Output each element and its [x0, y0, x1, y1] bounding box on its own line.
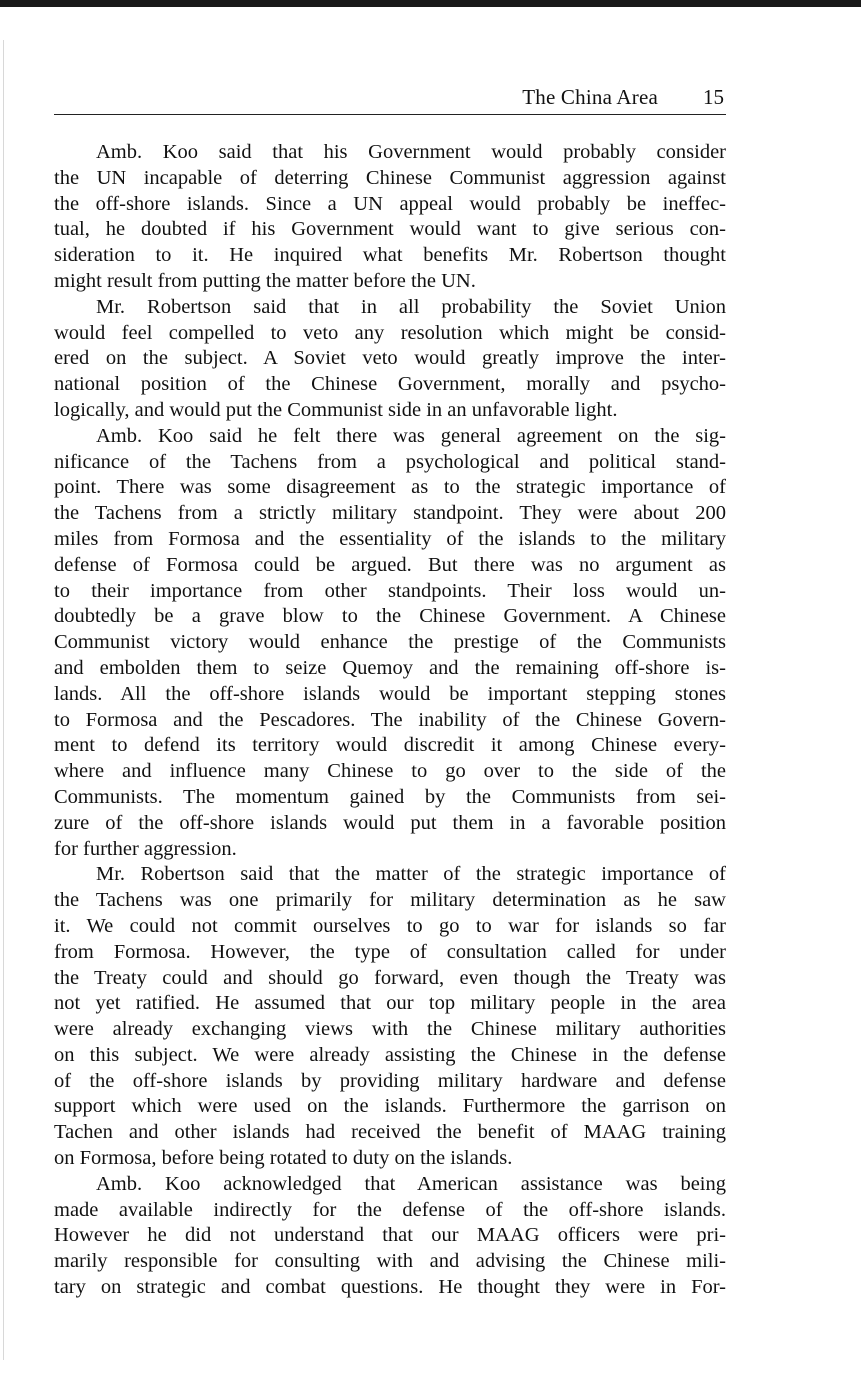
text-line: it. We could not commit ourselves to go to war for islands so far: [54, 914, 726, 937]
text-line: on Formosa, before being rotated to duty on the islands.: [54, 1147, 513, 1170]
paragraph: [54, 295, 726, 424]
top-scan-border: [0, 0, 861, 7]
text-line: point. There was some disagreement as to the strategic importance of: [54, 476, 726, 499]
text-line: of the off-shore islands by providing military hardware and defense: [54, 1069, 726, 1092]
text-line: miles from Formosa and the essentiality of the islands to the military: [54, 527, 726, 550]
text-line: ered on the subject. A Soviet veto would greatly improve the inter-: [54, 347, 726, 370]
text-line: where and influence many Chinese to go over to the side of the: [54, 760, 726, 783]
text-line: tary on strategic and combat questions. He thought they were in For-: [54, 1276, 726, 1299]
text-line: to their importance from other standpoints. Their loss would un-: [54, 579, 726, 602]
text-line: However he did not understand that our MAAG officers were pri-: [54, 1224, 726, 1247]
text-line: defense of Formosa could be argued. But there was no argument as: [54, 553, 726, 576]
text-line: not yet ratified. He assumed that our top military people in the area: [54, 992, 726, 1015]
text-line: to Formosa and the Pescadores. The inability of the Chinese Govern-: [54, 708, 726, 731]
text-line: Amb. Koo said he felt there was general agreement on the sig-: [96, 424, 726, 447]
text-line: Communists. The momentum gained by the Communists from sei-: [54, 785, 726, 808]
text-line: the off-shore islands. Since a UN appeal would probably be ineffec-: [54, 192, 726, 215]
text-line: the Treaty could and should go forward, even though the Treaty was: [54, 966, 726, 989]
text-line: Mr. Robertson said that in all probability the Soviet Union: [96, 295, 726, 318]
body-text: [54, 140, 726, 1301]
text-line: on this subject. We were already assisting the Chinese in the defense: [54, 1043, 726, 1066]
text-line: the Tachens from a strictly military standpoint. They were about 200: [54, 502, 726, 525]
paragraph: [54, 424, 726, 863]
text-line: from Formosa. However, the type of consultation called for under: [54, 940, 726, 963]
text-line: Amb. Koo said that his Government would probably consider: [96, 141, 726, 163]
text-line: Amb. Koo acknowledged that American assistance was being: [96, 1172, 726, 1195]
paragraph: [54, 140, 726, 295]
page-edge-line: [3, 40, 4, 1360]
text-line: ment to defend its territory would discredit it among Chinese every-: [54, 734, 726, 757]
text-line: nificance of the Tachens from a psychological and political stand-: [54, 450, 726, 473]
text-line: Communist victory would enhance the prestige of the Communists: [54, 631, 726, 654]
text-line: were already exchanging views with the Chinese military authorities: [54, 1018, 726, 1041]
text-line: for further aggression.: [54, 837, 237, 860]
text-line: marily responsible for consulting with and advising the Chinese mili-: [54, 1250, 726, 1273]
text-line: Mr. Robertson said that the matter of the strategic importance of: [96, 863, 726, 886]
text-line: Tachen and other islands had received the benefit of MAAG training: [54, 1121, 726, 1144]
text-line: doubtedly be a grave blow to the Chinese Government. A Chinese: [54, 605, 726, 628]
running-head: [54, 84, 726, 115]
text-line: tual, he doubted if his Government would want to give serious con-: [54, 218, 726, 241]
text-line: the Tachens was one primarily for military determination as he saw: [54, 889, 726, 912]
text-line: zure of the off-shore islands would put them in a favorable position: [54, 811, 726, 834]
text-line: lands. All the off-shore islands would be important stepping stones: [54, 682, 726, 705]
paragraph: [54, 1172, 726, 1301]
text-line: support which were used on the islands. Furthermore the garrison on: [54, 1095, 726, 1118]
text-line: and embolden them to seize Quemoy and the remaining off-shore is-: [54, 656, 726, 679]
text-line: sideration to it. He inquired what benefits Mr. Robertson thought: [54, 244, 726, 267]
text-line: would feel compelled to veto any resolution which might be consid-: [54, 321, 726, 344]
text-line: made available indirectly for the defense of the off-shore islands.: [54, 1198, 726, 1221]
text-line: national position of the Chinese Government, morally and psycho-: [54, 373, 726, 396]
page-number: 15: [703, 85, 724, 109]
text-line: the UN incapable of deterring Chinese Communist aggression against: [54, 166, 726, 189]
text-line: logically, and would put the Communist side in an unfavorable light.: [54, 398, 618, 421]
running-head-title: The China Area: [522, 85, 658, 109]
text-line: might result from putting the matter before the UN.: [54, 269, 476, 292]
paragraph: [54, 862, 726, 1172]
